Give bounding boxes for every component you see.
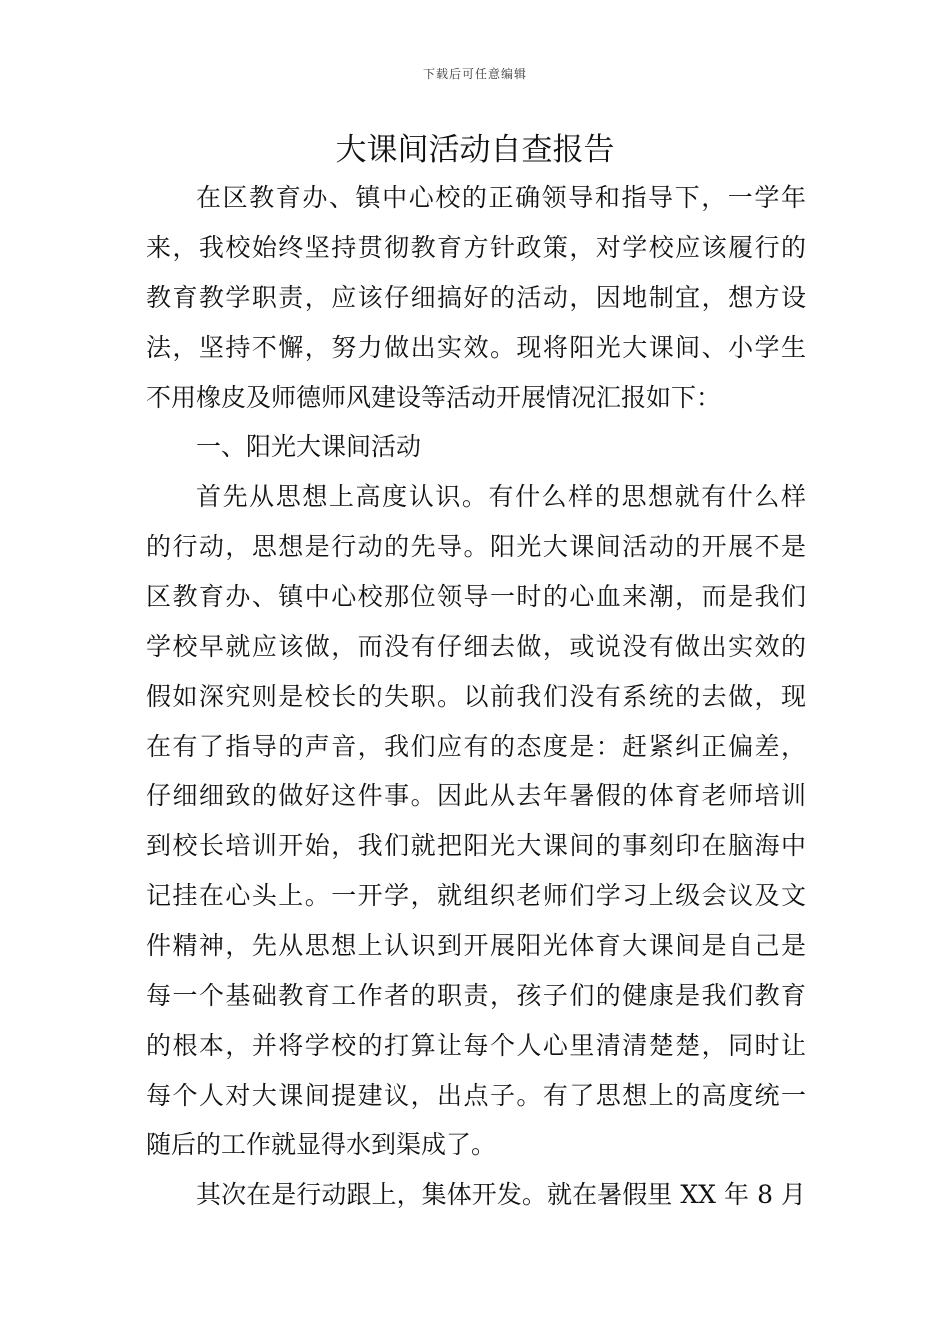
paragraph-2-line-10: 件精神，先从思想上认识到开展阳光体育大课间是自己是 (146, 931, 806, 960)
paragraph-2-line-1: 首先从思想上高度认识。有什么样的思想就有什么样 (196, 482, 806, 511)
paragraph-1-line-2: 来，我校始终坚持贯彻教育方针政策，对学校应该履行的 (146, 233, 806, 262)
paragraph-2-line-5: 假如深究则是校长的失职。以前我们没有系统的去做，现 (146, 682, 806, 711)
paragraph-2-line-12: 的根本，并将学校的打算让每个人心里清清楚楚，同时让 (146, 1031, 806, 1060)
paragraph-3-line-1: 其次在是行动跟上，集体开发。就在暑假里 XX 年 8 月 (196, 1180, 806, 1209)
paragraph-2-line-14: 随后的工作就显得水到渠成了。 (146, 1130, 497, 1159)
paragraph-2-line-11: 每一个基础教育工作者的职责，孩子们的健康是我们教育 (146, 981, 806, 1010)
paragraph-2-line-9: 记挂在心头上。一开学，就组织老师们学习上级会议及文 (146, 881, 806, 910)
paragraph-1-line-1: 在区教育办、镇中心校的正确领导和指导下，一学年 (196, 183, 806, 212)
paragraph-1-line-4: 法，坚持不懈，努力做出实效。现将阳光大课间、小学生 (146, 333, 806, 362)
paragraph-2-line-13: 每个人对大课间提建议，出点子。有了思想上的高度统一 (146, 1081, 806, 1110)
document-title: 大课间活动自查报告 (335, 132, 615, 168)
paragraph-2-line-2: 的行动，思想是行动的先导。阳光大课间活动的开展不是 (146, 532, 806, 561)
paragraph-2-line-6: 在有了指导的声音，我们应有的态度是：赶紧纠正偏差， (146, 732, 806, 761)
section-heading: 一、阳光大课间活动 (196, 432, 422, 461)
paragraph-1-line-3: 教育教学职责，应该仔细搞好的活动，因地制宜，想方设 (146, 283, 806, 312)
header-note: 下载后可任意编辑 (422, 67, 527, 81)
paragraph-2-line-7: 仔细细致的做好这件事。因此从去年暑假的体育老师培训 (146, 781, 806, 810)
paragraph-2-line-8: 到校长培训开始，我们就把阳光大课间的事刻印在脑海中 (146, 831, 806, 860)
paragraph-1-line-5: 不用橡皮及师德师风建设等活动开展情况汇报如下： (146, 383, 722, 412)
paragraph-2-line-4: 学校早就应该做，而没有仔细去做，或说没有做出实效的 (146, 632, 806, 661)
paragraph-2-line-3: 区教育办、镇中心校那位领导一时的心血来潮，而是我们 (146, 582, 806, 611)
